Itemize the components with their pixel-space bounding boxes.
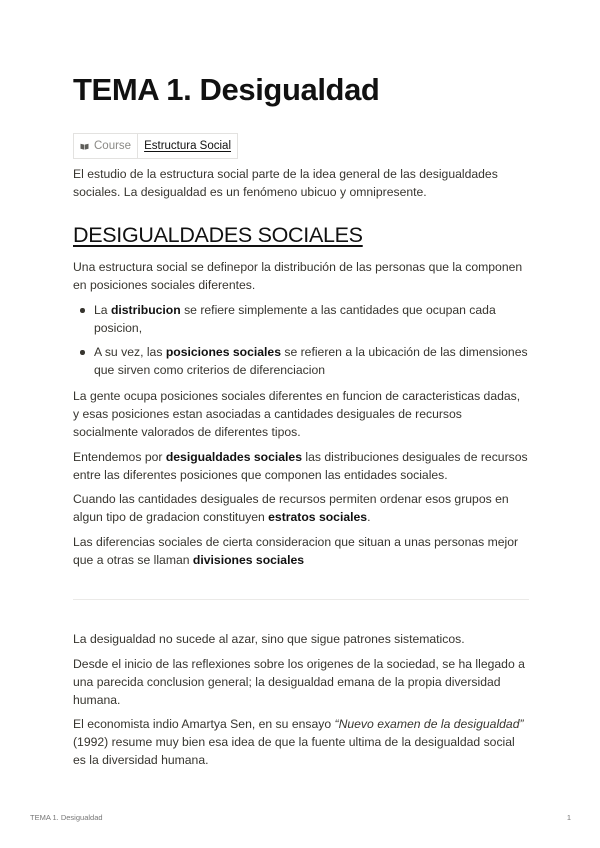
list-item — [73, 301, 529, 337]
bullet-dot — [80, 308, 85, 313]
property-key-cell — [74, 134, 138, 158]
bullet-bold: distribucion — [110, 303, 181, 317]
bullet-text-pre: A su vez, las — [94, 345, 166, 359]
book-icon — [80, 143, 89, 150]
bullet-text-pre: La — [94, 303, 111, 317]
course-property — [73, 133, 238, 159]
section-paragraph-5 — [73, 533, 529, 569]
essay-title-italic: “Nuevo examen de la desigualdad” — [334, 717, 524, 731]
bullet-text-post: se refieren a la ubicación de las dimensiones que sirven como criterios de diferenciacion — [94, 345, 528, 377]
paragraph-text-pre: El economista indio Amartya Sen, en su ensayo — [73, 717, 335, 731]
paragraph-bold: desigualdades sociales — [165, 450, 302, 464]
list-item — [73, 343, 529, 379]
paragraph-text-post: las distribuciones desiguales de recursos entre las diferentes posiciones que componen las entidades sociales. — [73, 450, 528, 482]
after-paragraph-3 — [73, 715, 529, 769]
footer-title: TEMA 1. Desigualdad — [30, 813, 103, 822]
property-value-link[interactable]: Estructura Social — [144, 140, 232, 152]
section-heading: DESIGUALDADES SOCIALES — [73, 223, 363, 247]
section-paragraph-2: La gente ocupa posiciones sociales diferentes en funcion de caracteristicas dadas, y esas posiciones estan asociadas a cantidades desiguales de recursos socialmente valorados de diferentes tipos. — [73, 389, 521, 439]
paragraph-bold: estratos sociales — [268, 510, 368, 524]
paragraph-text-post: (1992) resume muy bien esa idea de que la fuente ultima de la desigualdad social es la diversidad humana. — [73, 735, 515, 767]
bullet-bold: posiciones sociales — [165, 345, 281, 359]
divider — [73, 599, 529, 600]
paragraph-bold: divisiones sociales — [192, 553, 305, 567]
after-paragraph-2: Desde el inicio de las reflexiones sobre los origenes de la sociedad, se ha llegado a una parecida conclusion general; la desigualdad emana de la propia diversidad humana. — [73, 657, 525, 707]
paragraph-text-post: . — [367, 510, 371, 524]
bullet-dot — [80, 350, 85, 355]
section-paragraph-1: Una estructura social se definepor la distribución de las personas que la componen en posiciones sociales diferentes. — [73, 260, 523, 292]
paragraph-text-pre: Cuando las cantidades desiguales de recursos permiten ordenar esos grupos en algun tipo de gradacion constituyen — [73, 492, 509, 524]
page-number: 1 — [566, 813, 571, 822]
section-paragraph-4 — [73, 490, 529, 526]
paragraph-text-pre: Entendemos por — [73, 450, 166, 464]
paragraph-text-pre: Las diferencias sociales de cierta consideracion que situan a unas personas mejor que a otras se llaman — [73, 535, 519, 567]
bullet-text-post: se refiere simplemente a las cantidades que ocupan cada posicion, — [94, 303, 496, 335]
after-paragraph-1: La desigualdad no sucede al azar, sino que sigue patrones sistematicos. — [73, 632, 465, 646]
property-key-label: Course — [94, 140, 132, 152]
bullet-list — [73, 301, 529, 385]
page-title: TEMA 1. Desigualdad — [73, 72, 380, 107]
section-paragraph-3 — [73, 448, 529, 484]
intro-paragraph: El estudio de la estructura social parte de la idea general de las desigualdades sociales. La desigualdad es un fenómeno ubicuo y omnipresente. — [73, 167, 498, 199]
